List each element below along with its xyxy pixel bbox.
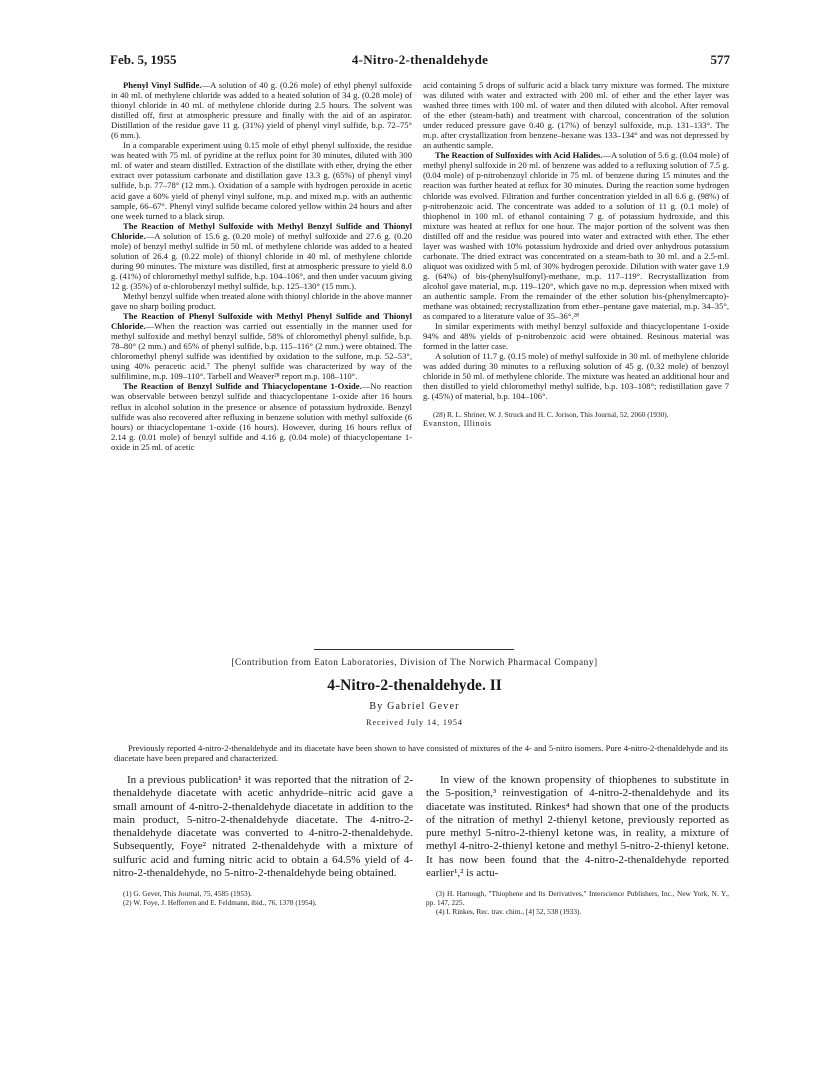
contribution-line: [Contribution from Eaton Laboratories, Division of The Norwich Pharmacal Company] bbox=[231, 658, 598, 668]
paragraph: Methyl benzyl sulfide when treated alone with thionyl chloride in the above manner gave no sharp boiling product. bbox=[111, 290, 412, 312]
paragraph: A solution of 11.7 g. (0.15 mole) of methyl sulfoxide in 30 ml. of methylene chloride was added during 30 minutes to a refluxing solution of 45 g. (0.32 mole) of benzoyl chloride in 50 ml. of methylene chloride. The mixture was heated an additional hour and then distilled to yield chloromethyl methyl sulfide, b.p. 103–108°; redistillation gave 7 g. (45%) of material, b.p. 104–106°. bbox=[423, 351, 729, 402]
right-column bbox=[423, 80, 729, 429]
abstract: Previously reported 4-nitro-2-thenaldehyde and its diacetate have been shown to have consisted of mixtures of the 4- and 5-nitro isomers. Pure 4-nitro-2-thenaldehyde and its diacetate have been prepared and characterized. bbox=[114, 743, 728, 764]
paragraph-text: —A solution of 15.6 g. (0.20 mole) of methyl sulfoxide and 27.6 g. (0.20 mole) of benzyl methyl sulfide in 50 ml. of methylene chloride was added to a heated solution of 26.4 g. (0.22 mole) of thionyl chloride in 40 ml. of methylene chloride during 90 minutes. The mixture was distilled, first at atmospheric pressure to yield 8.0 g. (41%) of chloromethyl methyl sulfide, b.p. 104–106°, and then under vacuum giving 12 g. (35%) of α-chlorobenzyl methyl sulfide, b.p. 125–130° (15 mm.). bbox=[111, 230, 412, 291]
received-date: Received July 14, 1954 bbox=[366, 718, 463, 727]
body-right-column bbox=[426, 774, 729, 916]
section-title: Phenyl Vinyl Sulfide. bbox=[123, 80, 202, 90]
section-title: The Reaction of Sulfoxides with Acid Halides. bbox=[435, 150, 603, 161]
header-date: Feb. 5, 1955 bbox=[110, 52, 177, 67]
paragraph: In a previous publication¹ it was reported that the nitration of 2-thenaldehyde diacetate with acetic anhydride–nitric acid gave a small amount of 4-nitro-2-thenaldehyde diacetate in addition to the main product, 5-nitro-2-thenaldehyde diacetate. The 4-nitro-2-thenaldehyde diacetate was converted to 4-nitro-2-thenaldehyde. Subsequently, Foye² nitrated 2-thenaldehyde with a mixture of sulfuric acid and fuming nitric acid to obtain a 64.5% yield of 4-nitro-2-thenaldehyde, no 5-nitro-2-thenaldehyde being obtained. bbox=[113, 774, 413, 879]
paragraph: In a comparable experiment using 0.15 mole of ethyl phenyl sulfoxide, the residue was heated with 75 ml. of pyridine at the reflux point for 30 minutes, diluted with 300 ml. of water and steam distilled. Extraction of the distillate with ether, drying the ether extract over potassium carbonate and distillation gave 13.3 g. (65%) of phenyl vinyl sulfide, b.p. 77–78° (12 mm.). Oxidation of a sample with hydrogen peroxide in acetic acid gave a 60% yield of phenyl vinyl sulfone, m.p. and mixed m.p. with an authentic sample, 66–67°. Phenyl vinyl sulfide became colored yellow within 24 hours and after one week turned to a black sirup. bbox=[111, 140, 412, 221]
section-title: The Reaction of Phenyl Sulfoxide with Methyl Phenyl Sulfide and Thionyl Chloride. bbox=[111, 311, 412, 332]
paragraph-text: —A solution of 40 g. (0.26 mole) of ethyl phenyl sulfoxide in 40 ml. of methylene chloride was added to a heated solution of 34 g. (0.28 mole) of thionyl chloride in 40 ml. of methylene chloride during 2.5 hours. The solvent was distilled off, first at atmospheric pressure and finally with the aid of an aspirator. Distillation of the residue gave 11 g. (31%) yield of phenyl vinyl sulfide, b.p. 72–75° (6 mm.). bbox=[111, 80, 412, 141]
header-title: 4-Nitro-2-thenaldehyde bbox=[351, 52, 489, 67]
section-divider bbox=[314, 649, 514, 650]
footnotes bbox=[113, 889, 413, 907]
article-title: 4-Nitro-2-thenaldehyde. II bbox=[327, 677, 502, 694]
paragraph bbox=[111, 221, 412, 291]
footnote: (2) W. Foye, J. Hefferren and E. Feldmann, ibid., 76, 1378 (1954). bbox=[123, 898, 317, 908]
author-byline: By Gabriel Gever bbox=[369, 701, 460, 712]
footnote: (3) H. Hartough, "Thiophene and Its Derivatives," Interscience Publishers, Inc., New York, N. Y., pp. 147, 225. bbox=[426, 889, 729, 908]
paragraph-text: —When the reaction was carried out essentially in the manner used for methyl sulfoxide and methyl benzyl sulfide, 58% of chloromethyl phenyl sulfide, b.p. 78–80° (2 mm.) and 65% of phenyl sulfide, b.p. 115–116° (2 mm.) were obtained. The chloromethyl phenyl sulfide was identified by oxidation to the sulfone, m.p. 52–53°, using 40% peracetic acid.⁷ The phenyl sulfide was characterized by way of the sulfilimine, m.p. 109–110°. Tarbell and Weaver²⁸ report m.p. 108–110°. bbox=[111, 321, 412, 382]
section-title: The Reaction of Benzyl Sulfide and Thiacyclopentane 1-Oxide. bbox=[123, 381, 362, 392]
footnote: (4) I. Rinkes, Rec. trav. chim., [4] 52, 538 (1933). bbox=[436, 907, 582, 917]
paragraph-text: —A solution of 5.6 g. (0.04 mole) of methyl phenyl sulfoxide in 20 ml. of benzene was added to a refluxing solution of 7.5 g. (0.04 mole) of p-nitrobenzoyl chloride in 75 ml. of benzene during 15 minutes and the reaction was further heated at reflux for 30 minutes. During the reaction some hydrogen chloride was evolved. Filtration and further concentration yielded in all 6.6 g. (98%) of p-nitrobenzoic acid. The concentrate was added to a solution of 11 g. (0.1 mole) of thiophenol in 100 ml. of ethanol containing 7 g. of potassium hydroxide, and this mixture was heated at reflux for one hour. The major portion of the solvent was then distilled off and the residue was poured into water and extracted with ether. The ether layer was washed with 10% potassium hydroxide and dried over anhydrous potassium carbonate. The dried extract was concentrated on a steam-bath to 30 ml. and a 2.5-ml. aliquot was oxidized with 5 ml. of 30% hydrogen peroxide. Dilution with water gave 1.9 g. (64%) of bis-(phenylsulfonyl)-methane, m.p. 117–119°. Recrystallization from alcohol gave material, m.p. 119–120°, which gave no m.p. depression when mixed with an authentic sample. From the remainder of the ether solution bis-(phenylmercapto)-methane was obtained; recrystallization from ether–pentane gave material, m.p. 34–35°, as compared to a literature value of 35–36°.²⁸ bbox=[423, 150, 729, 322]
paragraph: In similar experiments with methyl benzyl sulfoxide and thiacyclopentane 1-oxide 94% and 48% yields of p-nitrobenzoic acid were obtained. Resinous material was formed in the latter case. bbox=[423, 321, 729, 352]
paragraph bbox=[111, 80, 412, 140]
paragraph bbox=[111, 311, 412, 381]
paragraph-text: —No reaction was observable between benzyl sulfide and thiacyclopentane 1-oxide after 16 hours reflux in alcohol solution in the presence or absence of potassium hydroxide. Benzyl sulfide was also recovered after refluxing in benzene solution with methyl sulfoxide (6 hours) or thiacyclopentane 1-oxide (16 hours). However, during 16 hours reflux of 2.14 g. (0.01 mole) of benzyl sulfide and 4.16 g. (0.04 mole) of thiacyclopentane 1-oxide in 25 ml. of acetic bbox=[111, 381, 413, 452]
footnote: (1) G. Gever, This Journal, 75, 4585 (1953). bbox=[123, 889, 252, 898]
left-column bbox=[111, 80, 412, 452]
page-number: 577 bbox=[710, 52, 730, 67]
paragraph bbox=[111, 381, 412, 451]
running-header bbox=[110, 52, 730, 70]
paragraph: acid containing 5 drops of sulfuric acid a black tarry mixture was formed. The mixture was diluted with water and extracted with 200 ml. of ether and the ether layer was washed three times with 100 ml. of water and then diluted with alcohol. After removal of the ether (steam-bath) and treatment with charcoal, concentration of the solution under reduced pressure gave 0.40 g. (17%) of benzyl sulfoxide, m.p. 131–133°. The m.p. after crystallization from benzene–hexane was 133–134° and was not depressed by an authentic sample. bbox=[423, 80, 729, 151]
section-title: The Reaction of Methyl Sulfoxide with Methyl Benzyl Sulfide and Thionyl Chloride. bbox=[111, 220, 412, 241]
body-left-column bbox=[113, 774, 413, 907]
footnotes bbox=[423, 410, 729, 419]
paragraph: In view of the known propensity of thiophenes to substitute in the 5-position,³ reinvestigation of 4-nitro-2-thenaldehyde and its diacetate was instituted. Rinkes⁴ had shown that one of the products of the nitration of methyl 2-thienyl ketone, previously reported as pure methyl 5-nitro-2-thienyl ketone was, in reality, a mixture of methyl 4-nitro-2-thienyl ketone and methyl 5-nitro-2-thienyl ketone. It has now been found that the 4-nitro-2-thenaldehyde reported earlier¹,² is actu- bbox=[426, 774, 729, 879]
footnote: (28) R. L. Shriner, W. J. Struck and H. C. Jorison, This Journal, 52, 2060 (1930). bbox=[433, 409, 669, 419]
footnotes bbox=[426, 889, 729, 916]
paragraph bbox=[423, 150, 729, 321]
location-signature: Evanston, Illinois bbox=[423, 418, 492, 428]
